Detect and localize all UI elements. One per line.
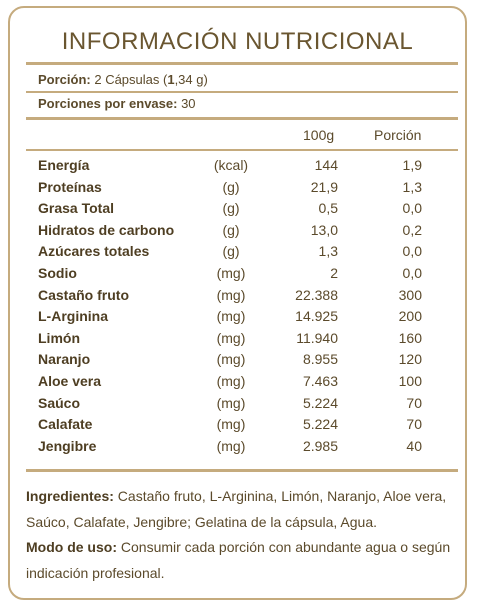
nutrient-name: Calafate [38,416,93,433]
nutrient-value-portion: 40 [406,437,422,454]
nutrient-name: Energía [38,157,90,173]
servings-per-pack-value: 30 [177,96,196,111]
table-row [0,263,483,285]
serving-size-value-bold: 1 [167,72,175,87]
nutrient-value-100g: 11.940 [296,329,338,346]
nutrient-name: Limón [38,329,80,346]
usage-instructions [26,535,466,586]
nutrient-unit: (mg) [216,329,246,346]
nutrient-value-100g: 8.955 [302,351,338,368]
serving-size-value-pre: 2 Cápsulas ( [90,72,168,87]
nutrient-unit: (g) [222,200,240,217]
ingredients [26,484,466,535]
nutrient-value-portion: 100 [398,372,422,389]
nutrient-unit: (mg) [216,372,246,389]
nutrient-value-100g: 5.224 [302,416,338,433]
table-row [0,198,483,220]
nutrient-value-portion: 0,0 [402,243,422,260]
nutrient-value-portion: 120 [398,351,422,368]
nutrient-unit: (kcal) [213,157,249,173]
nutrient-table [0,155,483,457]
divider-top [26,62,458,65]
nutrient-unit: (mg) [216,437,246,454]
label-notes [26,484,466,586]
nutrient-name: Hidratos de carbono [38,221,175,238]
nutrient-value-100g: 14.925 [295,308,338,325]
nutrient-name: Jengibre [38,437,97,454]
nutrient-value-portion: 160 [398,329,422,346]
usage-label: Modo de uso: [26,539,117,555]
nutrient-name: Castaño fruto [38,286,129,303]
nutrient-name: Naranjo [38,351,91,368]
nutrient-value-100g: 13,0 [310,221,338,238]
nutrient-value-100g: 1,3 [318,243,338,260]
label-title: INFORMACIÓN NUTRICIONAL [61,28,414,55]
nutrient-value-100g: 0,5 [318,200,338,217]
table-row [0,436,483,458]
serving-size [38,72,208,87]
nutrient-value-portion: 1,3 [402,178,422,195]
nutrient-name: Grasa Total [38,200,114,217]
table-row [0,285,483,307]
divider-columns [26,149,458,151]
table-row [0,414,483,436]
table-row [0,306,483,328]
column-header-100g: 100g [303,127,335,143]
nutrient-value-100g: 2.985 [302,437,338,454]
ingredients-label: Ingredientes: [26,488,114,504]
nutrient-unit: (g) [222,243,240,260]
nutrient-unit: (mg) [216,394,246,411]
nutrient-unit: (mg) [216,416,246,433]
nutrient-value-100g: 21,9 [310,178,338,195]
nutrient-unit: (mg) [216,286,246,303]
serving-size-label: Porción: [38,72,91,87]
table-row [0,328,483,350]
nutrient-name: Saúco [38,394,81,411]
nutrient-unit: (g) [222,221,240,238]
nutrient-name: Aloe vera [38,372,102,389]
table-row [0,241,483,263]
table-row [0,393,483,415]
nutrient-value-portion: 70 [406,416,422,433]
serving-size-value-post: ,34 g) [174,72,208,87]
nutrient-value-100g: 7.463 [302,372,338,389]
table-row [0,155,483,177]
nutrient-name: Sodio [38,264,77,281]
divider-serving [26,91,458,93]
ingredients-text: Castaño fruto, L-Arginina, Limón, Naranjo, Aloe vera, Saúco, Calafate, Jengibre; Gelatina de la cápsula, Agua. [26,488,447,530]
nutrient-name: Azúcares totales [38,243,150,260]
nutrient-value-100g: 5.224 [302,394,338,411]
table-row [0,349,483,371]
column-header-portion: Porción [374,127,422,143]
nutrient-value-100g: 144 [314,157,338,173]
nutrient-value-portion: 300 [398,286,422,303]
nutrient-value-portion: 1,9 [402,157,422,173]
nutrient-value-portion: 200 [398,308,422,325]
usage-text: Consumir cada porción con abundante agua o según indicación profesional. [26,539,451,581]
divider-header [26,117,458,120]
nutrient-name: L-Arginina [38,308,108,325]
nutrient-unit: (g) [222,178,240,195]
nutrient-unit: (mg) [216,351,246,368]
nutrient-unit: (mg) [216,308,246,325]
divider-bottom [26,469,458,472]
nutrient-value-portion: 0,2 [402,221,422,238]
table-row [0,371,483,393]
nutrient-unit: (mg) [216,264,246,281]
nutrient-name: Proteínas [38,178,102,195]
nutrient-value-100g: 2 [330,264,338,281]
nutrient-value-portion: 0,0 [402,200,422,217]
table-row [0,220,483,242]
servings-per-pack-label: Porciones por envase: [38,96,178,111]
nutrient-value-portion: 0,0 [402,264,422,281]
servings-per-pack [38,96,196,111]
nutrient-value-portion: 70 [406,394,422,411]
nutrient-value-100g: 22.388 [295,286,338,303]
table-row [0,177,483,199]
